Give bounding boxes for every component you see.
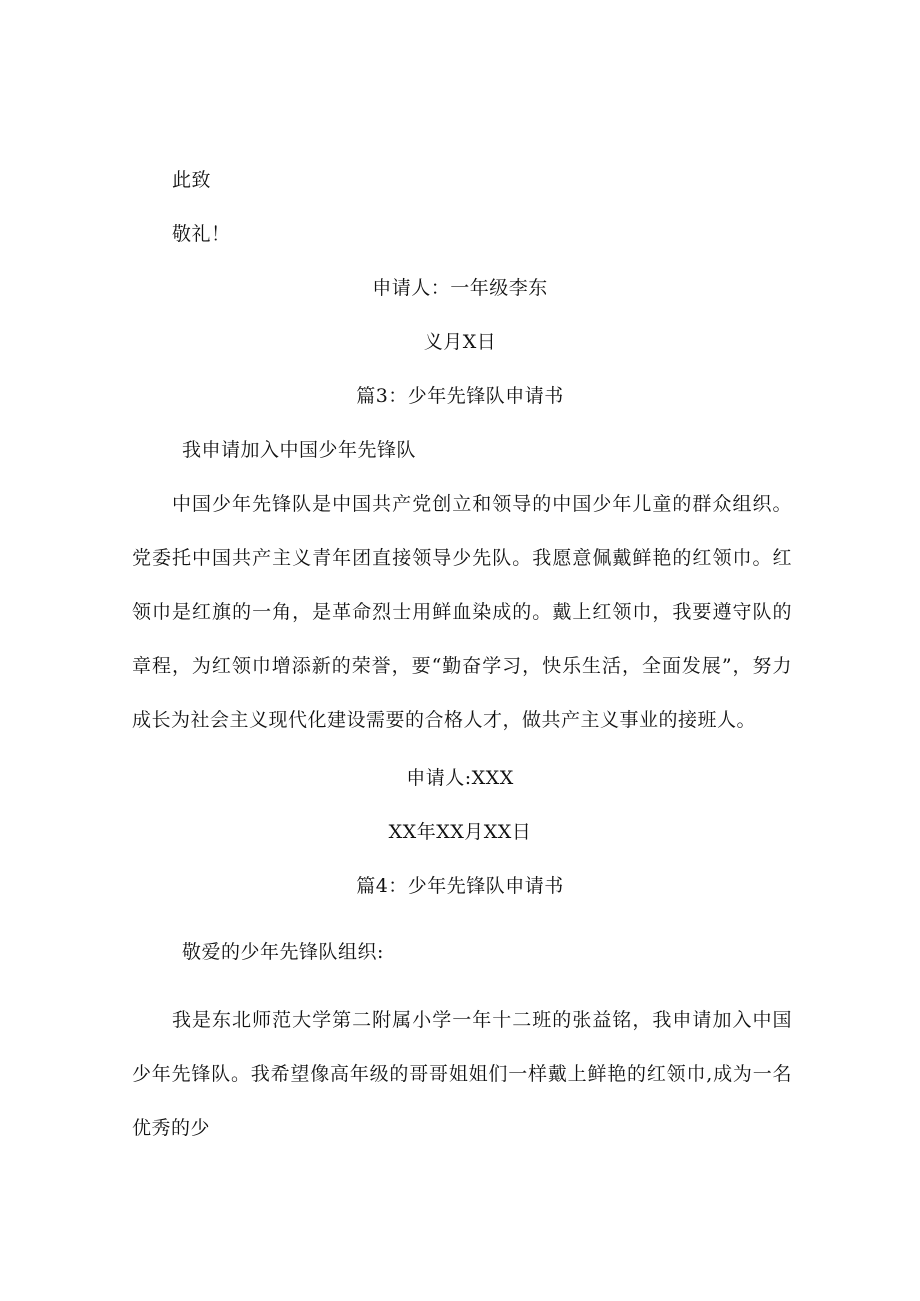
section-heading-4: 篇4：少年先锋队申请书: [356, 875, 564, 897]
date-line-1: 义月X日: [423, 331, 497, 353]
applicant-signature-2: 申请人:XXX: [406, 767, 514, 789]
closing-line-2: 敬礼！: [172, 223, 231, 245]
body-paragraph-3: 中国少年先锋队是中国共产党创立和领导的中国少年儿童的群众组织。党委托中国共产主义青年团直接领导少先队。我愿意佩戴鲜艳的红领巾。红领巾是红旗的一角，是革命烈士用鲜血染成的。戴上红领巾，我要遵守队的章程，为红领巾增添新的荣誉，要“勤奋学习，快乐生活，全面发展”，努力成长为社会主义现代化建设需要的合格人才，做共产主义事业的接班人。: [132, 493, 792, 731]
salutation-line-4: 敬爱的少年先锋队组织:: [182, 941, 384, 963]
date-line-2: XX年XX月XX日: [388, 821, 532, 843]
closing-line-1: 此致: [172, 169, 212, 191]
body-paragraph-4: 我是东北师范大学第二附属小学一年十二班的张益铭，我申请加入中国少年先锋队。我希望像高年级的哥哥姐姐们一样戴上鲜艳的红领巾,成为一名优秀的少: [132, 1009, 792, 1139]
section-heading-3: 篇3：少年先锋队申请书: [356, 385, 564, 407]
applicant-signature-1: 申请人：一年级李东: [372, 277, 548, 299]
intro-line-3: 我申请加入中国少年先锋队: [182, 439, 417, 461]
